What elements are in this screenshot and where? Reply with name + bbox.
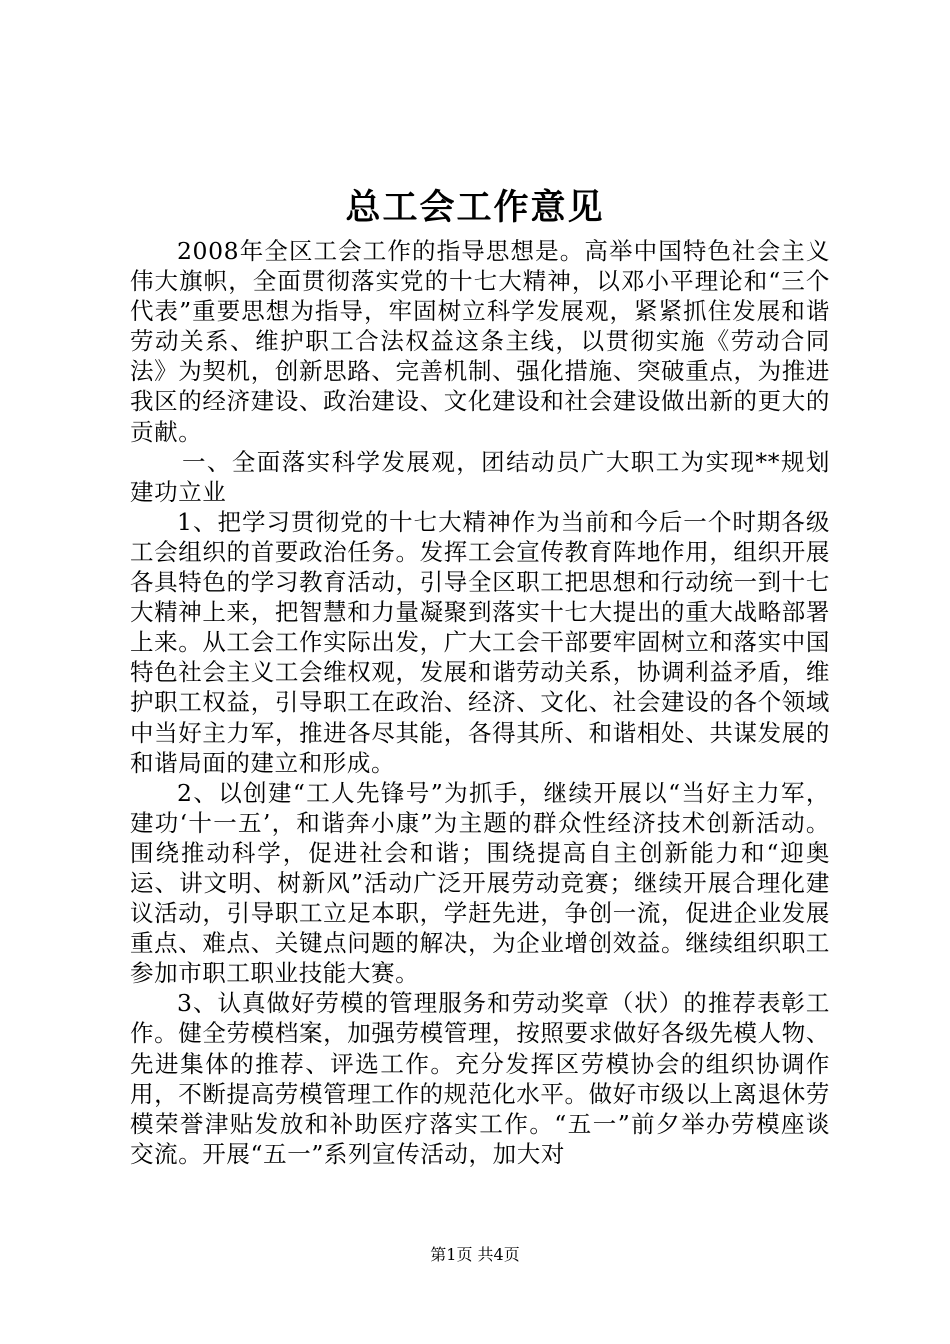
paragraph-item-3: 3、认真做好劳模的管理服务和劳动奖章（状）的推荐表彰工作。健全劳模档案，加强劳模管理，按照要求做好各级先模人物、先进集体的推荐、评选工作。充分发挥区劳模协会的组织协调作用，不断提高劳模管理工作的规范化水平。做好市级以上离退休劳模荣誉津贴发放和补助医疗落实工作。“五一”前夕举办劳模座谈交流。开展“五一”系列宣传活动，加大对 bbox=[130, 989, 830, 1168]
paragraph-item-2: 2、以创建“工人先锋号”为抓手，继续开展以“当好主力军，建功‘十一五’，和谐奔小康”为主题的群众性经济技术创新活动。围绕推动科学，促进社会和谐；围绕提高自主创新能力和“迎奥运、讲文明、树新风”活动广泛开展劳动竞赛；继续开展合理化建议活动，引导职工立足本职，学赶先进，争创一流，促进企业发展重点、难点、关键点问题的解决，为企业增创效益。继续组织职工参加市职工职业技能大赛。 bbox=[130, 778, 830, 988]
paragraph-item-1: 1、把学习贯彻党的十七大精神作为当前和今后一个时期各级工会组织的首要政治任务。发挥工会宣传教育阵地作用，组织开展各具特色的学习教育活动，引导全区职工把思想和行动统一到十七大精神上来，把智慧和力量凝聚到落实十七大提出的重大战略部署上来。从工会工作实际出发，广大工会干部要牢固树立和落实中国特色社会主义工会维权观，发展和谐劳动关系，协调利益矛盾，维护职工权益，引导职工在政治、经济、文化、社会建设的各个领域中当好主力军，推进各尽其能，各得其所、和谐相处、共谋发展的和谐局面的建立和形成。 bbox=[130, 507, 830, 777]
document-title: 总工会工作意见 bbox=[345, 187, 605, 228]
paragraph-guiding-thought: 2008年全区工会工作的指导思想是。高举中国特色社会主义伟大旗帜，全面贯彻落实党的十七大精神，以邓小平理论和“三个代表”重要思想为指导，牢固树立科学发展观，紧紧抓住发展和谐劳动关系、维护职工合法权益这条主线，以贯彻实施《劳动合同法》为契机，创新思路、完善机制、强化措施、突破重点，为推进我区的经济建设、政治建设、文化建设和社会建设做出新的更大的贡献。 bbox=[130, 237, 830, 446]
document-body bbox=[130, 236, 830, 1169]
page-footer: 第1页 共4页 bbox=[430, 1245, 520, 1264]
section-heading-1: 一、全面落实科学发展观，团结动员广大职工为实现**规划建功立业 bbox=[130, 447, 830, 506]
